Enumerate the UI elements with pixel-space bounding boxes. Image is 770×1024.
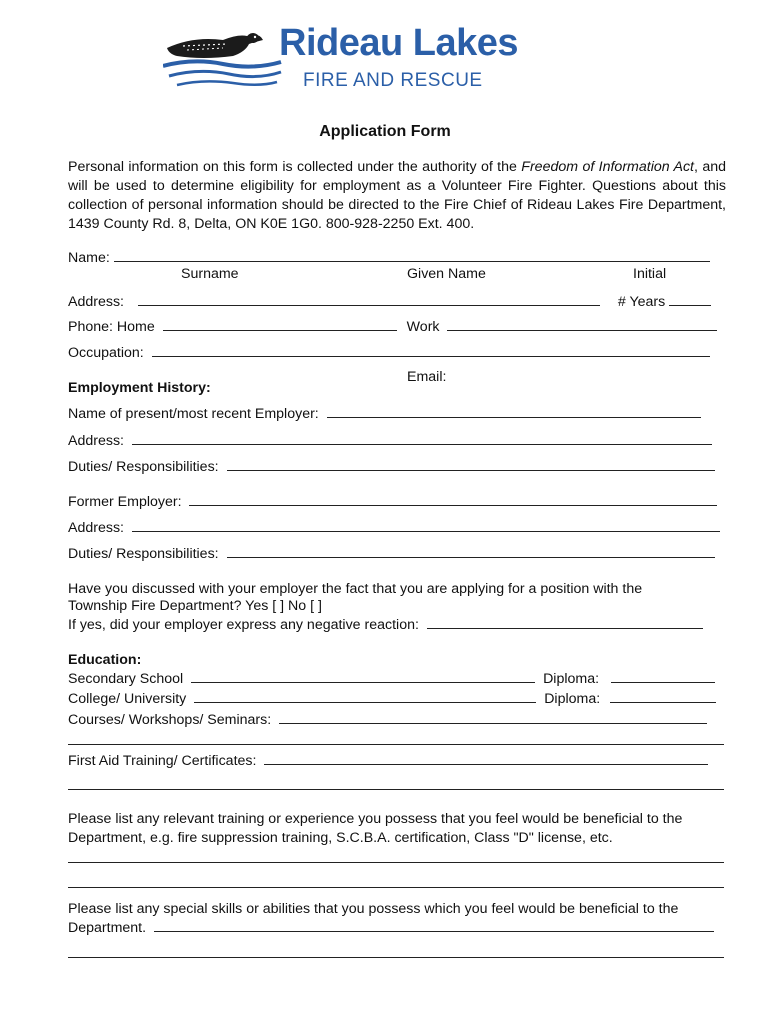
duties-label: Duties/ Responsibilities: bbox=[68, 459, 219, 475]
intro-paragraph bbox=[68, 158, 726, 234]
form-title: Application Form bbox=[319, 123, 451, 140]
college-field[interactable] bbox=[194, 689, 536, 703]
skills-extra-line[interactable] bbox=[68, 957, 724, 958]
present-employer-row bbox=[68, 404, 701, 423]
diploma-label: Diploma: bbox=[543, 671, 600, 687]
skills-line-1: Please list any special skills or abilities that you possess which you feel would be beneficial to the bbox=[68, 901, 679, 917]
courses-label: Courses/ Workshops/ Seminars: bbox=[68, 712, 272, 728]
former-employer-label: Former Employer: bbox=[68, 494, 182, 510]
first-aid-field[interactable] bbox=[264, 751, 708, 765]
present-employer-field[interactable] bbox=[327, 404, 701, 418]
phone-row bbox=[68, 317, 717, 336]
training-line-2[interactable] bbox=[68, 887, 724, 888]
first-aid-extra-line[interactable] bbox=[68, 789, 724, 790]
college-row bbox=[68, 689, 716, 708]
diploma-field[interactable] bbox=[611, 669, 715, 683]
brand-name: Rideau Lakes bbox=[279, 22, 518, 64]
initial-caption: Initial bbox=[633, 266, 667, 282]
rideau-lakes-logo bbox=[163, 22, 523, 96]
duties-field[interactable] bbox=[227, 457, 715, 471]
courses-extra-line[interactable] bbox=[68, 744, 724, 745]
secondary-label: Secondary School bbox=[68, 671, 184, 687]
occupation-label: Occupation: bbox=[68, 345, 144, 361]
diploma2-label: Diploma: bbox=[544, 691, 601, 707]
first-aid-label: First Aid Training/ Certificates: bbox=[68, 753, 257, 769]
phone-home-field[interactable] bbox=[163, 317, 397, 331]
loon-icon bbox=[163, 26, 283, 96]
duties-row bbox=[68, 457, 715, 476]
phone-home-label: Phone: Home bbox=[68, 319, 155, 335]
former-address-label: Address: bbox=[68, 520, 124, 536]
address-label: Address: bbox=[68, 294, 124, 310]
courses-field[interactable] bbox=[279, 710, 707, 724]
former-duties-label: Duties/ Responsibilities: bbox=[68, 546, 219, 562]
former-address-field[interactable] bbox=[132, 518, 720, 532]
years-label: # Years bbox=[617, 294, 666, 310]
discussion-reaction-row bbox=[68, 615, 703, 634]
former-employer-row bbox=[68, 492, 717, 511]
discussion-yes-no[interactable]: Township Fire Department? Yes [ ] No [ ] bbox=[68, 598, 322, 614]
diploma2-field[interactable] bbox=[610, 689, 716, 703]
years-field[interactable] bbox=[669, 292, 711, 306]
skills-row bbox=[68, 918, 714, 937]
given-name-caption: Given Name bbox=[407, 266, 486, 282]
employer-address-field[interactable] bbox=[132, 431, 712, 445]
secondary-field[interactable] bbox=[191, 669, 535, 683]
training-line-1[interactable] bbox=[68, 862, 724, 863]
present-employer-label: Name of present/most recent Employer: bbox=[68, 406, 319, 422]
college-label: College/ University bbox=[68, 691, 187, 707]
intro-italic: Freedom of Information Act bbox=[521, 159, 694, 175]
training-paragraph: Please list any relevant training or experience you possess that you feel would be beneficial to the Department, e.g. fire suppression training, S.C.B.A. certification, Class "D" license, etc. bbox=[68, 811, 683, 846]
discussion-line-1: Have you discussed with your employer the fact that you are applying for a position with the bbox=[68, 581, 643, 597]
address-row bbox=[68, 292, 711, 311]
phone-work-field[interactable] bbox=[447, 317, 717, 331]
name-row bbox=[68, 248, 710, 267]
brand-subtitle: FIRE AND RESCUE bbox=[303, 70, 483, 91]
former-address-row bbox=[68, 518, 720, 537]
name-label: Name: bbox=[68, 250, 110, 266]
reaction-label: If yes, did your employer express any negative reaction: bbox=[68, 617, 419, 633]
email-label: Email: bbox=[407, 369, 447, 385]
former-employer-field[interactable] bbox=[189, 492, 717, 506]
employer-address-label: Address: bbox=[68, 433, 124, 449]
skills-label: Department. bbox=[68, 920, 147, 936]
address-field[interactable] bbox=[138, 292, 600, 306]
surname-caption: Surname bbox=[181, 266, 239, 282]
former-duties-field[interactable] bbox=[227, 544, 715, 558]
secondary-row bbox=[68, 669, 715, 688]
employer-address-row bbox=[68, 431, 712, 450]
skills-field[interactable] bbox=[154, 918, 714, 932]
name-field[interactable] bbox=[114, 248, 710, 262]
phone-work-label: Work bbox=[406, 319, 440, 335]
education-heading: Education: bbox=[68, 652, 142, 668]
intro-text-1: Personal information on this form is collected under the authority of the bbox=[68, 159, 522, 175]
courses-row bbox=[68, 710, 707, 729]
employment-heading: Employment History: bbox=[68, 380, 211, 396]
former-duties-row bbox=[68, 544, 715, 563]
occupation-field[interactable] bbox=[152, 343, 710, 357]
intro-text-2: , and will be used to determine eligibility for employment as a Volunteer Fire Fighter. Questions about this collection of personal information should be directed to the Fire Chief of Rideau Lakes Fire Department, 1439 County Rd. 8, Delta, ON K0E 1G0. 800-928-2250 Ext. 400. bbox=[68, 159, 727, 232]
first-aid-row bbox=[68, 751, 708, 770]
reaction-field[interactable] bbox=[427, 615, 703, 629]
occupation-row bbox=[68, 343, 710, 362]
